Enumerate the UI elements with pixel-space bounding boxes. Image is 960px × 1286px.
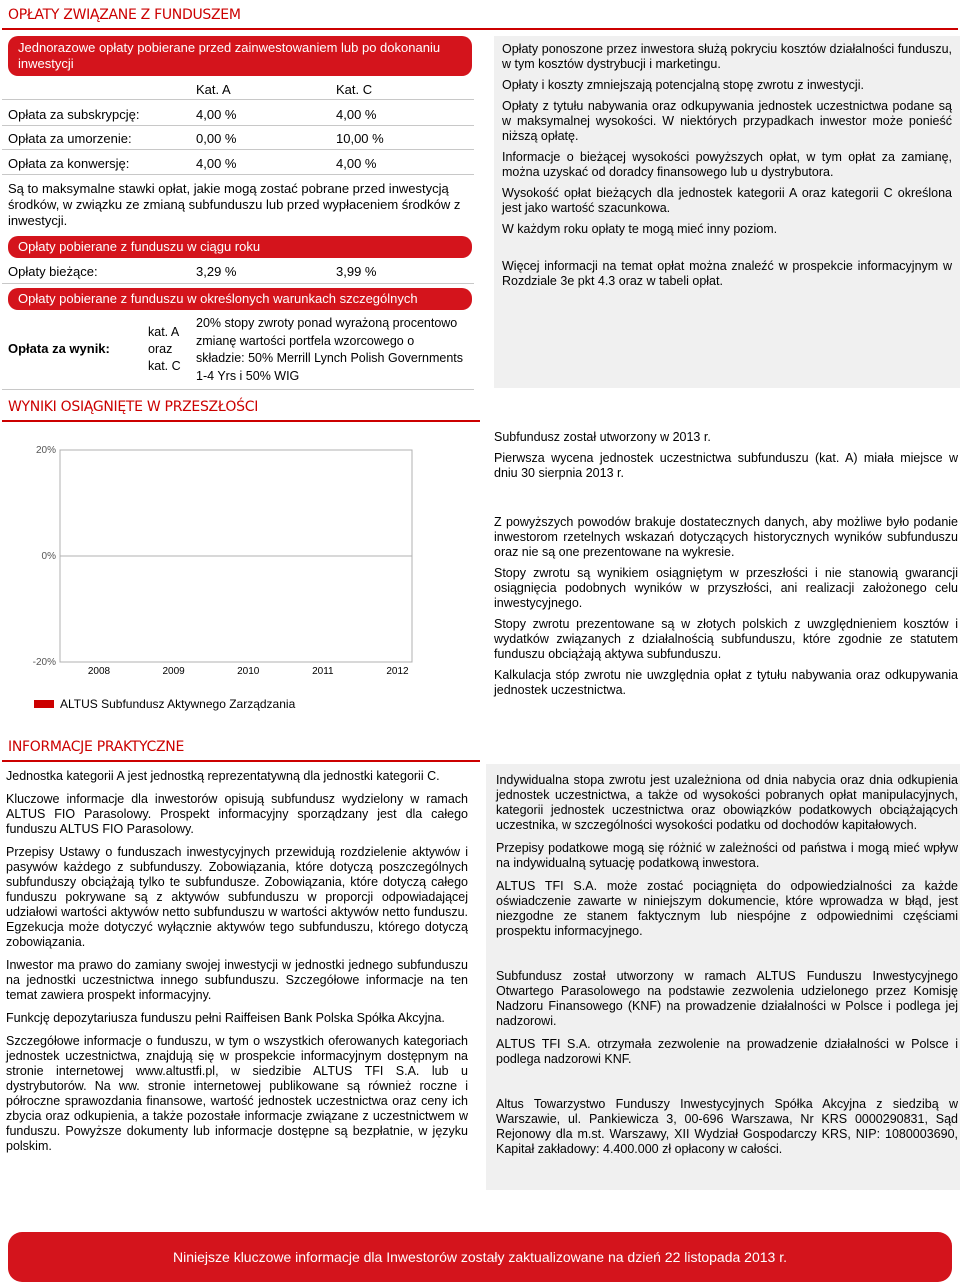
x-tick-label: 2012	[386, 666, 409, 677]
y-tick-label: 20%	[35, 445, 56, 456]
fee-row-value-a: 3,29 %	[196, 264, 237, 279]
special-fees-bar	[8, 288, 472, 310]
practical-paragraph: Indywidualna stopa zwrotu jest uzależniona od dnia nabycia oraz dnia odkupienia jednostek uczestnictwa, a także od wysokości pobranych opłat manipulacyjnych, kategorii jednostek uczestnictwa oraz obowiązków podatkowych obciążających uczestnika, w szczególności wysokości podatku od dochodów kapitałowych.	[496, 773, 958, 832]
practical-info-title: INFORMACJE PRAKTYCZNE	[8, 739, 185, 755]
y-tick-label: 0%	[41, 551, 56, 562]
col-header-cat-a: Kat. A	[196, 82, 231, 97]
fees-section-divider	[2, 28, 958, 30]
fees-info-paragraph: Informacje o bieżącej wysokości powyższych opłat, w tym opłat za zamianę, można uzyskać od doradcy finansowego lub u dystrybutora.	[502, 150, 952, 179]
ongoing-fees-bar-text: Opłaty pobierane z funduszu w ciągu roku	[18, 239, 261, 254]
divider	[2, 174, 474, 175]
practical-paragraph: Subfundusz został utworzony w ramach ALTUS Funduszu Inwestycyjnego Otwartego Parasolowego na podstawie zezwolenia udzielonego przez Komisję Nadzoru Finansowego (KNF) na prowadzenie działalności w Polsce i podlega jej nadzorowi.	[496, 969, 958, 1028]
fee-row-value-c: 4,00 %	[336, 156, 377, 171]
x-tick-label: 2009	[162, 666, 185, 677]
fees-info-paragraph: Opłaty i koszty zmniejszają potencjalną stopę zwrotu z inwestycji.	[502, 78, 864, 92]
fees-info-paragraph: W każdym roku opłaty te mogą mieć inny poziom.	[502, 222, 778, 236]
fee-row-label: Opłata za subskrypcję:	[8, 107, 140, 122]
x-tick-label: 2011	[312, 666, 334, 677]
divider	[2, 149, 474, 150]
past-note: Z powyższych powodów brakuje dostatecznych danych, aby możliwe było podanie inwestorom rzetelnych wskazań dotyczących historycznych wyników subfunduszu oraz nie są one prezentowane na wykresie.	[494, 515, 958, 559]
performance-fee-label: Opłata za wynik:	[8, 341, 110, 356]
practical-info-left	[6, 769, 468, 1160]
practical-paragraph: ALTUS TFI S.A. otrzymała zezwolenie na prowadzenie działalności w Polsce i podlega nadzorowi KNF.	[496, 1037, 958, 1066]
footer-text: Niniejsze kluczowe informacje dla Inwestorów zostały zaktualizowane na dzień 22 listopada 2013 r.	[173, 1248, 787, 1265]
practical-paragraph: Szczegółowe informacje o funduszu, w tym o wszystkich oferowanych kategoriach jednostek uczestnictwa, znajdują się w prospekcie informacyjnym dostępnym na stronie internetowej www.altustfi.pl, w siedzibie ALTUS TFI S.A. lub u dystrybutorów. Na ww. stronie internetowej publikowane są również roczne i półroczne sprawozdania finansowe, wartość jednostek uczestnictwa oraz ceny ich zbycia oraz odkupienia, a także pozostałe informacje związane z uczestnictwem w funduszu. Powyższe dokumenty lub informacje dostępne są bezpłatnie, w języku polskim.	[6, 1034, 468, 1153]
fees-info-paragraph: Opłaty ponoszone przez inwestora służą pokryciu kosztów działalności funduszu, w tym kosztów dystrybucji i marketingu.	[502, 42, 952, 71]
fee-row-value-a: 4,00 %	[196, 107, 237, 122]
fee-row-label: Opłaty bieżące:	[8, 264, 98, 279]
x-tick-label: 2008	[87, 666, 111, 677]
past-note: Pierwsza wycena jednostek uczestnictwa subfunduszu (kat. A) miała miejsce w dniu 30 sierpnia 2013 r.	[494, 451, 958, 480]
fee-row-label: Opłata za konwersję:	[8, 156, 130, 171]
update-date-footer	[8, 1232, 952, 1282]
y-tick-label: -20%	[32, 657, 56, 668]
one-off-fees-bar-text: Jednorazowe opłaty pobierane przed zainwestowaniem lub po dokonaniu inwestycji	[18, 40, 441, 71]
fee-row-label: Opłata za umorzenie:	[8, 131, 132, 146]
performance-fee-category: kat. A oraz kat. C	[148, 325, 181, 373]
fees-info-box	[494, 36, 960, 388]
fees-section-title: OPŁATY ZWIĄZANE Z FUNDUSZEM	[8, 7, 241, 23]
divider	[2, 125, 474, 126]
past-note: Kalkulacja stóp zwrotu nie uwzględnia opłat z tytułu nabywania oraz odkupywania jednostek uczestnictwa.	[494, 668, 958, 697]
one-off-fees-bar	[8, 36, 472, 76]
fee-row-value-a: 4,00 %	[196, 156, 237, 171]
past-performance-title: WYNIKI OSIĄGNIĘTE W PRZESZŁOŚCI	[8, 399, 259, 415]
divider	[2, 283, 474, 284]
performance-fee-description: 20% stopy zwroty ponad wyrażoną procentowo zmianę wartości portfela wzorcowego o składzie: 50% Merrill Lynch Polish Governments 1-4 Yrs i 50% WIG	[196, 316, 464, 383]
practical-paragraph: ALTUS TFI S.A. może zostać pociągnięta do odpowiedzialności za każde oświadczenie zawarte w niniejszym dokumencie, które wprowadza w błąd, jest niezgodne ze stanem faktycznym lub niespójne z odpowiednimi częściami prospektu informacyjnego.	[496, 879, 958, 938]
practical-info-divider	[2, 760, 480, 762]
fee-row-value-c: 10,00 %	[336, 131, 384, 146]
x-tick-label: 2010	[237, 666, 260, 677]
practical-paragraph: Przepisy Ustawy o funduszach inwestycyjnych przewidują rozdzielenie aktywów i pasywów każdego z subfunduszy. Zobowiązania, które dotyczą poszczególnych subfunduszy obciążają tylko te subfundusze. Zobowiązania, które dotyczą całego funduszu pokrywane są z aktywów subfunduszu w proporcji odpowiadającej udziałowi wartości aktywów netto subfunduszu w wartości aktywów netto funduszu. Egzekucja może dotyczyć wyłącznie aktywów tego subfunduszu, którego dotyczą zobowiązania.	[6, 845, 468, 949]
past-note: Stopy zwrotu są wynikiem osiągniętym w przeszłości i nie stanowią gwarancji osiągnięcia podobnych wyników w przyszłości, ani realizacji założonego celu inwestycyjnego.	[494, 566, 958, 610]
past-note: Subfundusz został utworzony w 2013 r.	[494, 430, 711, 444]
fee-row-value-a: 0,00 %	[196, 131, 237, 146]
special-fees-bar-text: Opłaty pobierane z funduszu w określonych warunkach szczególnych	[18, 291, 418, 306]
fee-row-value-c: 4,00 %	[336, 107, 377, 122]
fees-info-paragraph: Więcej informacji na temat opłat można znaleźć w prospekcie informacyjnym w Rozdziale 3e pkt 4.3 oraz w tabeli opłat.	[502, 259, 952, 288]
practical-paragraph: Jednostka kategorii A jest jednostką reprezentatywną dla jednostki kategorii C.	[6, 769, 440, 783]
fee-row-value-c: 3,99 %	[336, 264, 377, 279]
divider	[2, 389, 474, 390]
practical-paragraph: Kluczowe informacje dla inwestorów opisują subfundusz wydzielony w ramach ALTUS FIO Parasolowy. Prospekt informacyjny sporządzany jest dla całego funduszu ALTUS FIO Parasolowy.	[6, 792, 468, 836]
practical-paragraph: Inwestor ma prawo do zamiany swojej inwestycji w jednostki jednego subfunduszu na jednostki uczestnictwa innego subfunduszu. Szczegółowe informacje na ten temat zawiera prospekt informacyjny.	[6, 958, 468, 1002]
max-fees-note: Są to maksymalne stawki opłat, jakie mogą zostać pobrane przed inwestycją środków, w związku ze zmianą subfunduszu lub przed wypłaceniem środków z inwestycji.	[8, 181, 461, 228]
legend-swatch	[34, 700, 54, 708]
fees-info-paragraph: Wysokość opłat bieżących dla jednostek kategorii A oraz kategorii C określona jest jako wartość szacunkowa.	[502, 186, 952, 215]
ongoing-fees-bar	[8, 236, 472, 258]
practical-paragraph: Przepisy podatkowe mogą się różnić w zależności od państwa i mogą mieć wpływ na indywidualną sytuację podatkową inwestora.	[496, 841, 958, 870]
past-performance-chart	[0, 424, 480, 724]
practical-info-right	[496, 773, 958, 1163]
legend-label: ALTUS Subfundusz Aktywnego Zarządzania	[60, 697, 296, 711]
col-header-cat-c: Kat. C	[336, 82, 373, 97]
past-performance-notes	[494, 430, 958, 704]
past-performance-divider	[2, 420, 480, 422]
practical-paragraph: Funkcję depozytariusza funduszu pełni Raiffeisen Bank Polska Spółka Akcyjna.	[6, 1011, 445, 1025]
divider	[2, 99, 474, 100]
fees-info-paragraph: Opłaty z tytułu nabywania oraz odkupywania jednostek uczestnictwa podane są w maksymalnej wysokości. W niektórych przypadkach inwestor może ponieść niższą opłatę.	[502, 99, 952, 143]
past-note: Stopy zwrotu prezentowane są w złotych polskich z uwzględnieniem kosztów i wydatków związanych z działalnością subfunduszu, które zgodnie ze statutem funduszu obciążają aktywa subfunduszu.	[494, 617, 958, 661]
practical-paragraph: Altus Towarzystwo Funduszy Inwestycyjnych Spółka Akcyjna z siedzibą w Warszawie, ul. Pankiewicza 3, 00-696 Warszawa, Nr KRS 0000290831, Sąd Rejonowy dla m.st. Warszawy, XII Wydział Gospodarczy KRS, NIP: 1080003690, Kapitał zakładowy: 4.400.000 zł opłacony w całości.	[496, 1097, 958, 1156]
